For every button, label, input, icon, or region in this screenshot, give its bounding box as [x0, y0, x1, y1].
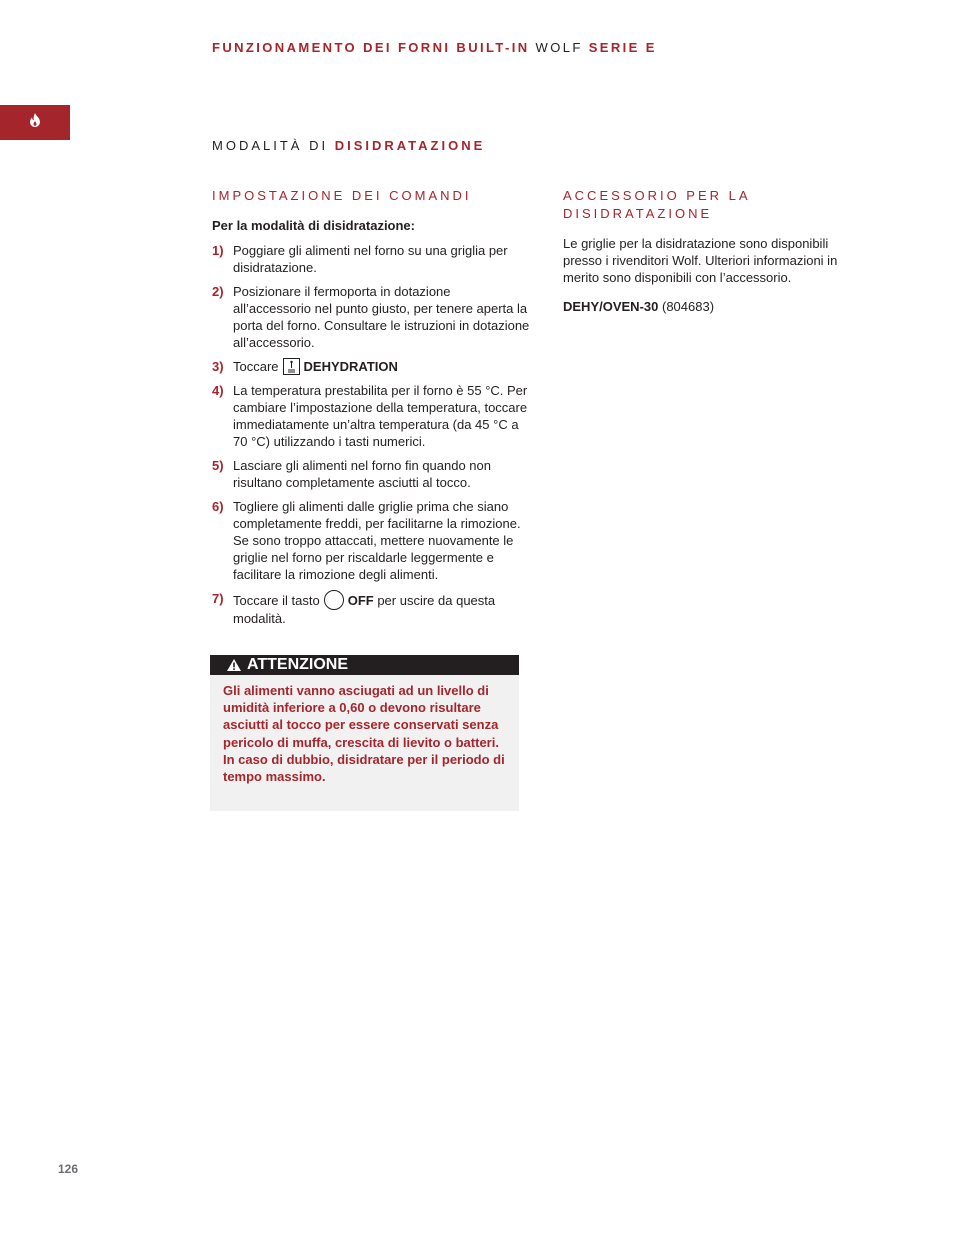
accessory-subheading: ACCESSORIO PER LA DISIDRATAZIONE — [563, 188, 750, 221]
warning-header — [210, 655, 519, 675]
warning-box — [210, 655, 519, 811]
step-text-pre: Toccare il tasto — [233, 593, 320, 608]
section-title — [212, 138, 485, 153]
step-text: Poggiare gli alimenti nel forno su una griglia per disidratazione. — [233, 243, 508, 275]
accessory-text: Le griglie per la disidratazione sono disponibili presso i rivenditori Wolf. Ulteriori informazioni in merito sono disponibili con l’accessorio. — [563, 236, 838, 285]
warning-title: ATTENZIONE — [247, 656, 349, 673]
step-text — [233, 358, 532, 375]
accessory-model-line — [563, 298, 863, 315]
header-title: FUNZIONAMENTO DEI FORNI BUILT-IN — [212, 40, 530, 55]
list-item — [212, 283, 532, 351]
right-column — [563, 187, 863, 327]
step-number: 7) — [212, 591, 224, 606]
off-button-icon — [324, 590, 344, 610]
steps-list — [212, 242, 532, 627]
step-text-pre: Toccare — [233, 359, 279, 374]
list-item — [212, 457, 532, 491]
step-text-post: per uscire da questa modalità. — [233, 593, 496, 626]
warning-triangle-icon — [227, 659, 241, 671]
steps-lead: Per la modalità di disidratazione: — [212, 218, 415, 233]
step-text: Lasciare gli alimenti nel forno fin quando non risultano completamente asciutti al tocco. — [233, 458, 492, 490]
step-number: 4) — [212, 383, 224, 398]
accessory-code: (804683) — [662, 299, 715, 314]
step-text: La temperatura prestabilita per il forno è 55 °C. Per cambiare l’impostazione della temperatura, toccare immediatamente un’altra temperatura (da 45 °C a 70 °C) utilizzando i tasti numerici. — [233, 383, 528, 449]
step-text: Togliere gli alimenti dalle griglie prima che siano completamente freddi, per facilitarne la rimozione. Se sono troppo attaccati, mettere nuovamente le griglie nel forno per riscaldarle leggermente e facilitare la rimozione degli alimenti. — [233, 499, 521, 582]
step-number: 1) — [212, 243, 224, 258]
step-number: 6) — [212, 499, 224, 514]
section-title-prefix: MODALITÀ DI — [212, 138, 329, 153]
step-text — [233, 590, 532, 627]
header-series: SERIE E — [588, 40, 657, 55]
page-number: 126 — [58, 1162, 79, 1176]
list-item — [212, 242, 532, 276]
warning-text: Gli alimenti vanno asciugati ad un livello di umidità inferiore a 0,60 o devono risultare asciutti al tocco per essere conservati senza pericolo di muffa, crescita di lievito o batteri. In caso di dubbio, disidratare per il periodo di tempo massimo. — [223, 683, 505, 785]
controls-subheading: IMPOSTAZIONE DEI COMANDI — [212, 188, 472, 203]
list-item — [212, 498, 532, 583]
list-item — [212, 382, 532, 450]
flame-icon — [29, 113, 41, 132]
list-item — [212, 590, 532, 627]
step-number: 3) — [212, 359, 224, 374]
dehydration-key-label: DEHYDRATION — [303, 359, 398, 374]
dehydration-icon — [283, 358, 300, 375]
step-number: 5) — [212, 458, 224, 473]
running-header — [212, 40, 657, 55]
section-title-highlight: DISIDRATAZIONE — [334, 138, 486, 153]
off-key-label: OFF — [347, 593, 374, 608]
step-text: Posizionare il fermoporta in dotazione all’accessorio nel punto giusto, per tenere aperta la porta del forno. Consultare le istruzioni in dotazione all’accessorio. — [233, 284, 530, 350]
header-brand: WOLF — [535, 40, 583, 55]
section-tab — [0, 105, 70, 140]
step-number: 2) — [212, 284, 224, 299]
list-item — [212, 358, 532, 375]
accessory-model: DEHY/OVEN-30 — [563, 299, 659, 314]
left-column — [212, 187, 532, 634]
